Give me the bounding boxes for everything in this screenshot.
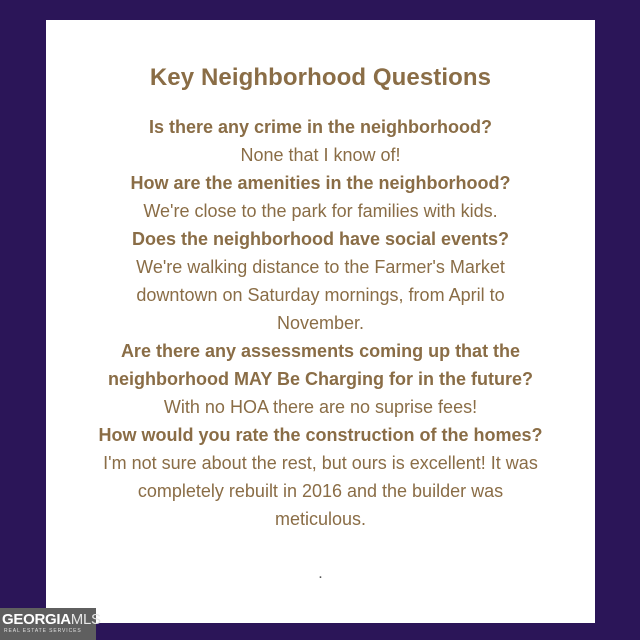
- logo-wordmark: [2, 611, 101, 628]
- answer-4-line-1: With no HOA there are no suprise fees!: [163, 397, 478, 417]
- question-card: [46, 20, 595, 623]
- answer-2-line-1: We're close to the park for families with kids.: [143, 201, 498, 221]
- logo-wordmark-bold: GEORGIA: [2, 611, 71, 628]
- logo-wordmark-light: MLS: [70, 611, 101, 628]
- answer-3-line-3: November.: [276, 313, 365, 333]
- question-5: How would you rate the construction of the homes?: [98, 425, 543, 445]
- qa-list: [66, 113, 575, 533]
- card-title: Key Neighborhood Questions: [149, 64, 492, 91]
- answer-1-line-1: None that I know of!: [240, 145, 401, 165]
- answer-5-line-1: I'm not sure about the rest, but ours is excellent! It was: [103, 453, 538, 473]
- question-4-line-2: neighborhood MAY Be Charging for in the future?: [108, 369, 533, 389]
- georgia-mls-logo: [0, 608, 101, 640]
- question-1: Is there any crime in the neighborhood?: [148, 117, 493, 137]
- answer-5-line-3: meticulous.: [274, 509, 367, 529]
- question-3: Does the neighborhood have social events?: [131, 229, 510, 249]
- question-2: How are the amenities in the neighborhood?: [130, 173, 511, 193]
- trailing-dot: .: [318, 565, 323, 582]
- answer-3-line-2: downtown on Saturday mornings, from April to: [136, 285, 505, 305]
- logo-tagline: REAL ESTATE SERVICES: [4, 628, 82, 634]
- answer-3-line-1: We're walking distance to the Farmer's Market: [136, 257, 505, 277]
- answer-5-line-2: completely rebuilt in 2016 and the builder was: [137, 481, 504, 501]
- question-4-line-1: Are there any assessments coming up that the: [120, 341, 521, 361]
